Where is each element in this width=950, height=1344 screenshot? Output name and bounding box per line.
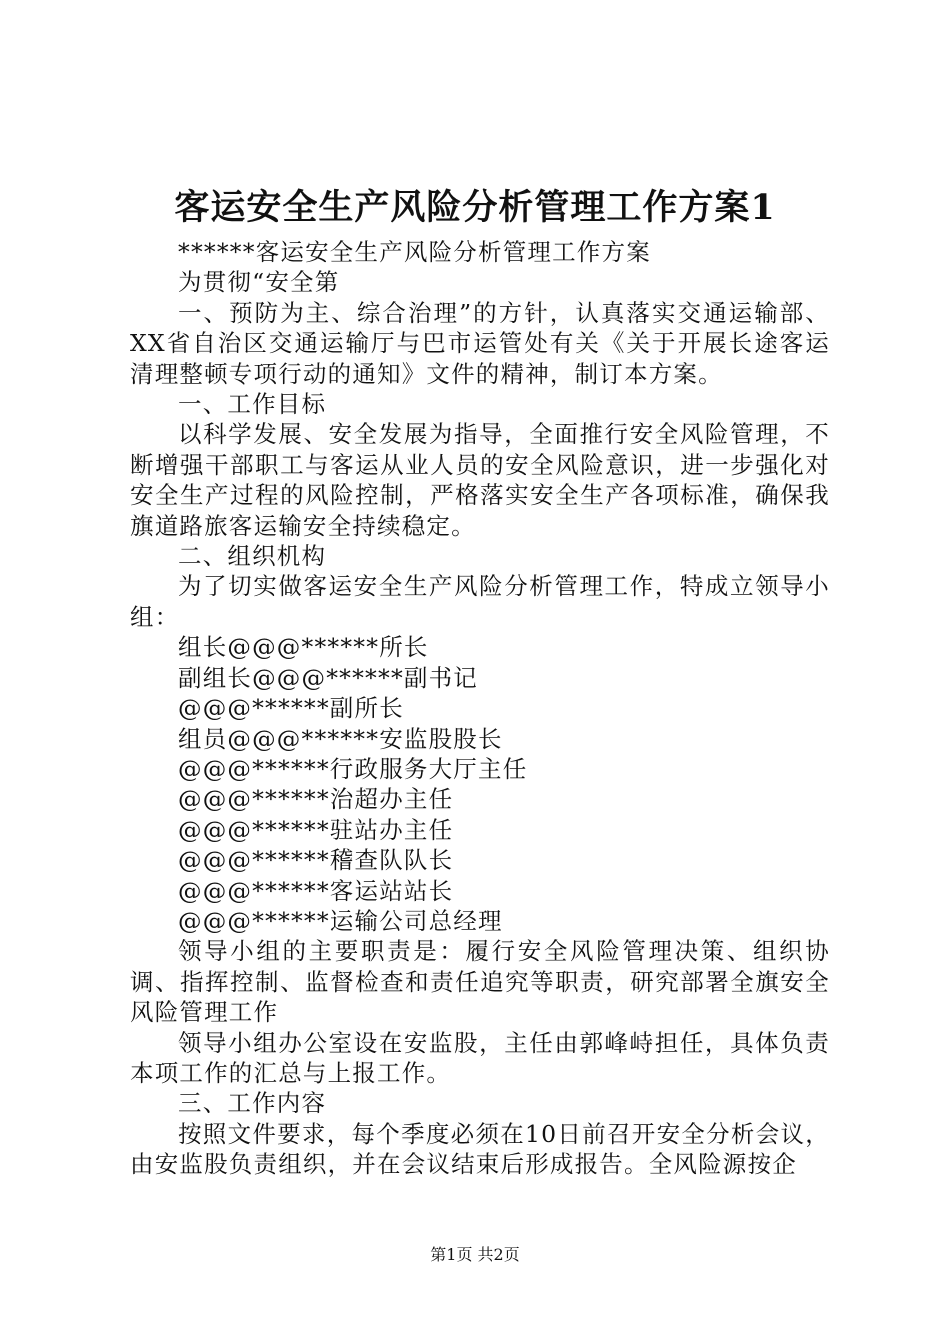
member-line: 副组长@@@******副书记 (178, 663, 478, 692)
paragraph-duties: 领导小组的主要职责是：履行安全风险管理决策、组织协调、指挥控制、监督检查和责任追究等职责，研究部署全旗安全风险管理工作 (130, 937, 830, 1027)
document-title: 客运安全生产风险分析管理工作方案1 (174, 187, 776, 228)
member-line: 组长@@@******所长 (178, 633, 429, 662)
paragraph-organization: 为了切实做客运安全生产风险分析管理工作，特成立领导小组： (130, 572, 830, 631)
member-line: 组员@@@******安监股股长 (178, 724, 503, 753)
member-line: @@@******运输公司总经理 (178, 906, 503, 935)
member-line: @@@******驻站办主任 (178, 815, 454, 844)
member-line: @@@******客运站站长 (178, 876, 454, 905)
paragraph-subtitle: ******客运安全生产风险分析管理工作方案 (178, 238, 651, 266)
member-line: @@@******行政服务大厅主任 (178, 754, 528, 783)
paragraph-goals: 以科学发展、安全发展为指导，全面推行安全风险管理，不断增强干部职工与客运从业人员的安全风险意识，进一步强化对安全生产过程的风险控制，严格落实安全生产各项标准，确保我旗道路旅客运输安全持续稳定。 (130, 420, 830, 540)
paragraph-office: 领导小组办公室设在安监股，主任由郭峰峙担任，具体负责本项工作的汇总与上报工作。 (130, 1028, 830, 1087)
section-heading-goals: 一、工作目标 (178, 390, 327, 419)
section-heading-work-content: 三、工作内容 (178, 1089, 327, 1118)
paragraph-work-content: 按照文件要求，每个季度必须在10日前召开安全分析会议，由安监股负责组织，并在会议结束后形成报告。全风险源按企 (130, 1119, 830, 1179)
member-line: @@@******副所长 (178, 694, 404, 723)
paragraph-policy: 一、预防为主、综合治理”的方针，认真落实交通运输部、XX省自治区交通运输厅与巴市运管处有关《关于开展长途客运清理整顿专项行动的通知》文件的精神，制订本方案。 (130, 298, 830, 388)
paragraph-intro: 为贯彻“安全第 (178, 268, 340, 297)
section-heading-organization: 二、组织机构 (178, 542, 327, 571)
page-number: 第1页 共2页 (430, 1245, 520, 1264)
member-line: @@@******稽查队队长 (178, 846, 454, 875)
member-line: @@@******治超办主任 (178, 785, 454, 814)
document-body (130, 237, 830, 1180)
